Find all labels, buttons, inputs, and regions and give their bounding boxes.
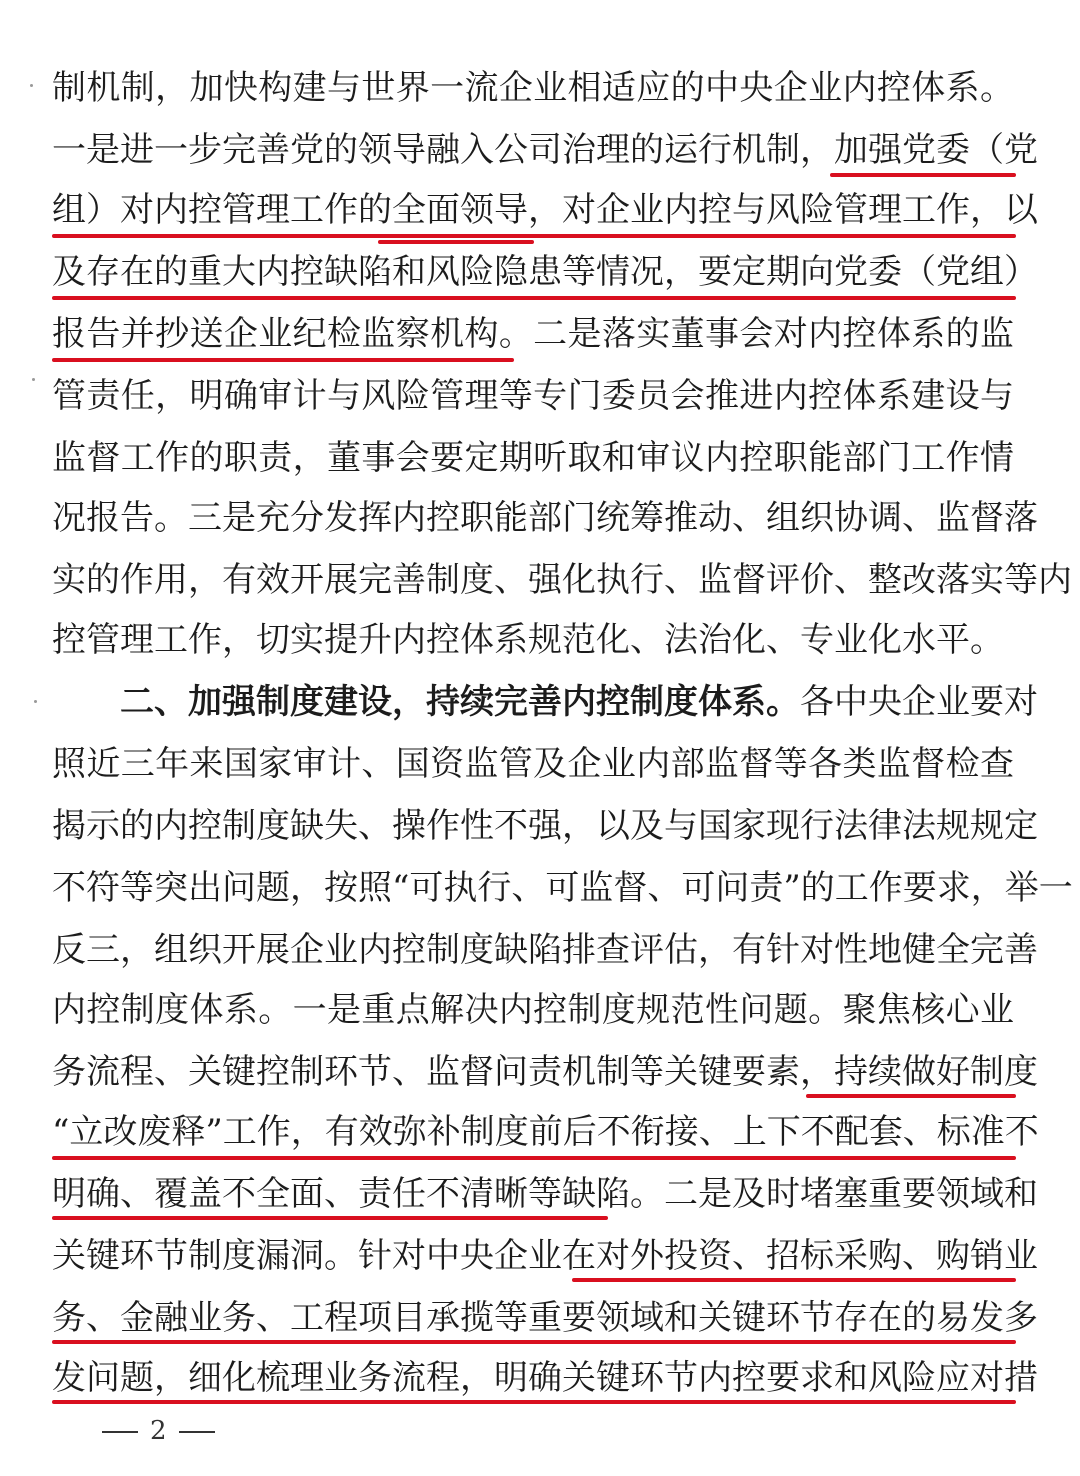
text-line: 一是进一步完善党的领导融入公司治理的运行机制，加强党委（党 <box>52 130 1038 170</box>
section-heading-line <box>120 680 1038 724</box>
scan-speck <box>34 700 37 703</box>
text-line: 发问题，细化梳理业务流程，明确关键环节内控要求和风险应对措 <box>52 1358 1038 1398</box>
text-line: 监督工作的职责，董事会要定期听取和审议内控职能部门工作情 <box>52 438 1014 478</box>
footer-dash <box>102 1431 138 1433</box>
footer-dash <box>179 1431 215 1433</box>
text-line: 揭示的内控制度缺失、操作性不强，以及与国家现行法律法规规定 <box>52 806 1038 846</box>
red-underline <box>52 1340 1016 1344</box>
section-heading: 二、加强制度建设，持续完善内控制度体系。 <box>120 682 800 722</box>
text-line: 关键环节制度漏洞。针对中央企业在对外投资、招标采购、购销业 <box>52 1236 1038 1276</box>
text-line: 反三，组织开展企业内控制度缺陷排查评估，有针对性地健全完善 <box>52 930 1038 970</box>
scan-speck <box>30 84 33 87</box>
text-line: 务流程、关键控制环节、监督问责机制等关键要素，持续做好制度 <box>52 1052 1038 1092</box>
red-underline <box>52 234 1016 238</box>
text-line: 况报告。三是充分发挥内控职能部门统筹推动、组织协调、监督落 <box>52 498 1038 538</box>
text-line: 管责任，明确审计与风险管理等专门委员会推进内控体系建设与 <box>52 376 1014 416</box>
red-underline <box>830 173 1016 177</box>
red-underline <box>572 1278 1016 1282</box>
text-line: 组）对内控管理工作的全面领导，对企业内控与风险管理工作，以 <box>52 190 1038 230</box>
red-underline <box>52 358 514 362</box>
text-line: 制机制，加快构建与世界一流企业相适应的中央企业内控体系。 <box>52 68 1014 108</box>
red-underline <box>378 240 534 244</box>
text-line: 明确、覆盖不全面、责任不清晰等缺陷。二是及时堵塞重要领域和 <box>52 1174 1038 1214</box>
page-footer <box>90 1416 227 1446</box>
text-line: 报告并抄送企业纪检监察机构。二是落实董事会对内控体系的监 <box>52 314 1014 354</box>
text-line: 内控制度体系。一是重点解决内控制度规范性问题。聚焦核心业 <box>52 990 1014 1030</box>
red-underline <box>806 1094 1016 1098</box>
text-line: 实的作用，有效开展完善制度、强化执行、监督评价、整改落实等内 <box>52 560 1072 600</box>
text-line: 照近三年来国家审计、国资监管及企业内部监督等各类监督检查 <box>52 744 1014 784</box>
red-underline <box>52 1216 608 1220</box>
text-line: 务、金融业务、工程项目承揽等重要领域和关键环节存在的易发多 <box>52 1298 1038 1338</box>
section-heading-rest: 各中央企业要对 <box>800 682 1038 722</box>
scan-speck <box>32 378 35 381</box>
text-line: 不符等突出问题，按照“可执行、可监督、可问责”的工作要求，举一 <box>52 868 1073 908</box>
red-underline <box>52 1156 1016 1160</box>
text-line: 及存在的重大内控缺陷和风险隐患等情况，要定期向党委（党组） <box>52 252 1038 292</box>
text-line: 控管理工作，切实提升内控体系规范化、法治化、专业化水平。 <box>52 620 1004 660</box>
page-number: 2 <box>150 1416 167 1446</box>
red-underline <box>52 1400 1016 1404</box>
text-line: “立改废释”工作，有效弥补制度前后不衔接、上下不配套、标准不 <box>52 1112 1039 1152</box>
red-underline <box>52 296 1016 300</box>
